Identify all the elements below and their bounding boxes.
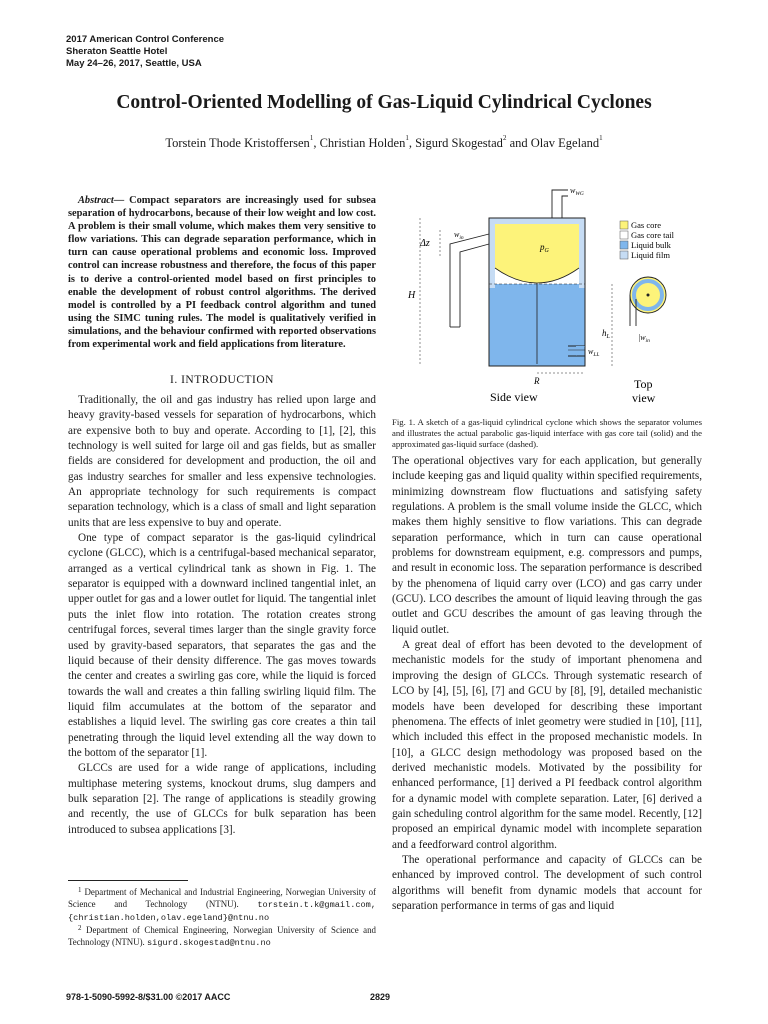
legend-label: Gas core tail — [631, 230, 674, 240]
footnote-email: sigurd.skogestad@ntnu.no — [147, 937, 271, 948]
gas-outlet-pipe — [552, 190, 568, 218]
author-affiliation: 1 — [599, 134, 603, 142]
abstract — [68, 194, 376, 351]
paragraph: A great deal of effort has been devoted to the development of mechanistic models for the study of important phenomena and improving the design of GLCCs. Through systematic research of LCO by [4], [5], [6], [7] and GCU by [8], [9], detailed mechanistic models have been developed for describing these important phenomena. The effects of inlet geometry were studied in [10], [11], which included this effect in the proposed mechanistic models. In [10], a GLCC design methodology was proposed based on the derived mechanistic models. Motivated by the possibility for enhanced performance, [1] derived a PI feedback control algorithm for a dynamic model with complete separation. Later, [6] derived a gain scheduling control algorithm for the same model. Recently, [12] proposed an empirical dynamic model with incomplete separation and a feedforward control algorithm. — [392, 639, 702, 851]
paragraph: Traditionally, the oil and gas industry has relied upon large and heavy gravity-based vessels for separation of hydrocarbons, which are expensive both to buy and operate. According to [1], [2], this technology is well suited for large oil and gas fields, but as smaller fields are considered for development and production, the oil and gas industry searches for smaller and less expensive technologies. An appropriate technology for such requirements is compact separation technology, which is a class of small and light separation units that are less expensive to buy and operate. — [68, 394, 376, 529]
paragraph: One type of compact separator is the gas-liquid cylindrical cyclone (GLCC), which is a centrifugal-based mechanical separator, arranged as a vertical cylindrical tank as shown in Fig. 1. The separator is equipped with a downward inclined tangential inlet, an upper outlet for gas and a lower outlet for liquid. The tangential inlet puts the inlet flow into rotation. The rotation creates strong centrifugal forces, several times larger than the single gravity force used by gravity-based separators, that separates the gas and the liquid because of their density difference. The gas moves towards the center and creates a swirling gas core, while the liquid is forced towards the wall and creates a thin falling swirling liquid film. The liquid film accumulates at the bottom of the separator and establishes a liquid level. The swirling gas core creates a thin tail penetrating through the liquid level extending all the way down to the bottom of the separator [1]. — [68, 532, 376, 759]
liquid-film-left — [489, 218, 495, 288]
label-top-view-1: Top — [634, 377, 653, 391]
footnote-mark: 2 — [78, 923, 82, 932]
conference-header — [66, 34, 224, 70]
figure-caption: Fig. 1. A sketch of a gas-liquid cylindrical cyclone which shows the separator volumes and illustrates the actual parabolic gas-liquid interface with gas core tail (solid) and the approximated gas-liquid surface (dashed). — [392, 417, 702, 449]
footnote-text: Department of Mechanical and Industrial Engineering, Norwegian University of Science and Technology (NTNU). — [68, 887, 377, 909]
footer-isbn: 978-1-5090-5992-8/$31.00 ©2017 AACC — [66, 992, 231, 1002]
conference-name: 2017 American Control Conference — [66, 34, 225, 45]
label-hL: $h_L$ — [602, 328, 610, 340]
author-name: Sigurd Skogestad — [415, 136, 503, 150]
abstract-text: — Compact separators are increasingly used for subsea separation of hydrocarbons, because of their low weight and low cost. A problem is their small volume, which makes them very sensitive to flow variations. This can degrade separation performance, which in turn can cause operational problems and economic loss. Improved control can increase robustness and therefore, the focus of this paper is to derive a control-oriented model based on first principles to enable the development of robust control algorithms. The derived model is controlled by a PI feedback control algorithm and tuned using the SIMC tuning rules. The model is qualitatively verified in simulations, and the behaviour confirmed with reported observations from experimental work and field applications from literature. — [68, 195, 376, 351]
author-name: Olav Egeland — [530, 136, 600, 150]
footnote-2 — [68, 925, 376, 950]
figure-glcc-sketch — [392, 180, 708, 410]
liquid-film-top — [489, 218, 585, 224]
right-column-body — [392, 454, 702, 914]
liquid-film-right — [579, 218, 585, 288]
top-view-center — [647, 294, 650, 297]
footnote-text: Department of Chemical Engineering, Norwegian University of Science and Technology (NTNU). — [68, 924, 376, 947]
page-number: 2829 — [370, 992, 391, 1002]
figure-legend — [620, 220, 675, 260]
author-affiliation: 1 — [405, 134, 409, 142]
legend-label: Liquid bulk — [631, 240, 671, 250]
author-affiliation: 1 — [309, 134, 314, 142]
footnote-1 — [68, 887, 376, 925]
label-wWG: $w_{WG}$ — [570, 186, 584, 197]
section-heading: I. INTRODUCTION — [170, 374, 274, 386]
author-name: Torstein Thode Kristoffersen — [165, 136, 310, 150]
footnotes — [68, 887, 376, 950]
paragraph: GLCCs are used for a wide range of applications, including multiphase metering systems, knockout drums, slug dampers and bulk separation [2]. The range of applications is steadily growing and recently, the use of GLCCs for bulk separation has been introduced to subsea applications [3]. — [68, 762, 376, 836]
author-list — [0, 136, 768, 151]
author-separator: , — [313, 136, 320, 150]
footnote-email: torstein.t.k@gmail.com, {christian.holden,olav.egeland}@ntnu.no — [68, 899, 376, 923]
legend-swatch-liquid-bulk — [620, 241, 628, 249]
footnote-divider — [68, 880, 188, 881]
left-column-body — [68, 393, 376, 838]
legend-swatch-liquid-film — [620, 251, 628, 259]
paragraph: The operational objectives vary for each application, but generally include keeping gas and liquid quality within specified requirements, minimizing downstream flow fluctuations and satisfying safety regulations. A problem is the small volume inside the GLCC, which makes them highly sensitive to flow variations. This can degrade separation performance, which in turn can cause operational problems for downstream equipment, e.g. compressors and pumps, and result in economic loss. The separation performance is described by the phenomena of liquid carry over (LCO) and gas carry under (GCU). LCO describes the amount of liquid leaving through the gas outlet and GCU describes the amount of gas leaving through the liquid outlet. — [392, 455, 702, 636]
legend-swatch-gas-core-tail — [620, 231, 628, 239]
author-separator: and — [506, 136, 531, 150]
inlet-pipe — [450, 234, 489, 327]
conference-venue: Sheraton Seattle Hotel — [66, 46, 168, 57]
legend-label: Gas core — [631, 220, 661, 230]
paper-title: Control-Oriented Modelling of Gas-Liquid Cylindrical Cyclones — [116, 92, 652, 113]
legend-label: Liquid film — [631, 250, 670, 260]
author-affiliation: 2 — [502, 134, 507, 142]
label-side-view: Side view — [490, 390, 538, 404]
label-R: R — [534, 376, 540, 386]
label-win-side: $w_{in}$ — [454, 230, 464, 241]
label-dz: Δz — [420, 238, 430, 249]
conference-date: May 24–26, 2017, Seattle, USA — [66, 58, 202, 69]
footnote-mark: 1 — [78, 886, 82, 894]
label-pG: $p_G$ — [540, 242, 549, 254]
author-separator: , — [408, 136, 416, 150]
abstract-label: Abstract — [78, 195, 114, 206]
label-win-top: $|w_{in}$ — [638, 333, 650, 344]
label-wLL: $w_{LL}$ — [588, 347, 600, 358]
author-name: Christian Holden — [319, 136, 406, 150]
legend-swatch-gas-core — [620, 221, 628, 229]
label-H: H — [408, 290, 416, 301]
paragraph: The operational performance and capacity of GLCCs can be enhanced by improved control. The development of such control algorithms will benefit from dynamic models that account for separation performance in terms of gas and liquid — [392, 853, 702, 912]
label-top-view-2: view — [632, 391, 656, 405]
gas-core-region — [495, 224, 579, 283]
